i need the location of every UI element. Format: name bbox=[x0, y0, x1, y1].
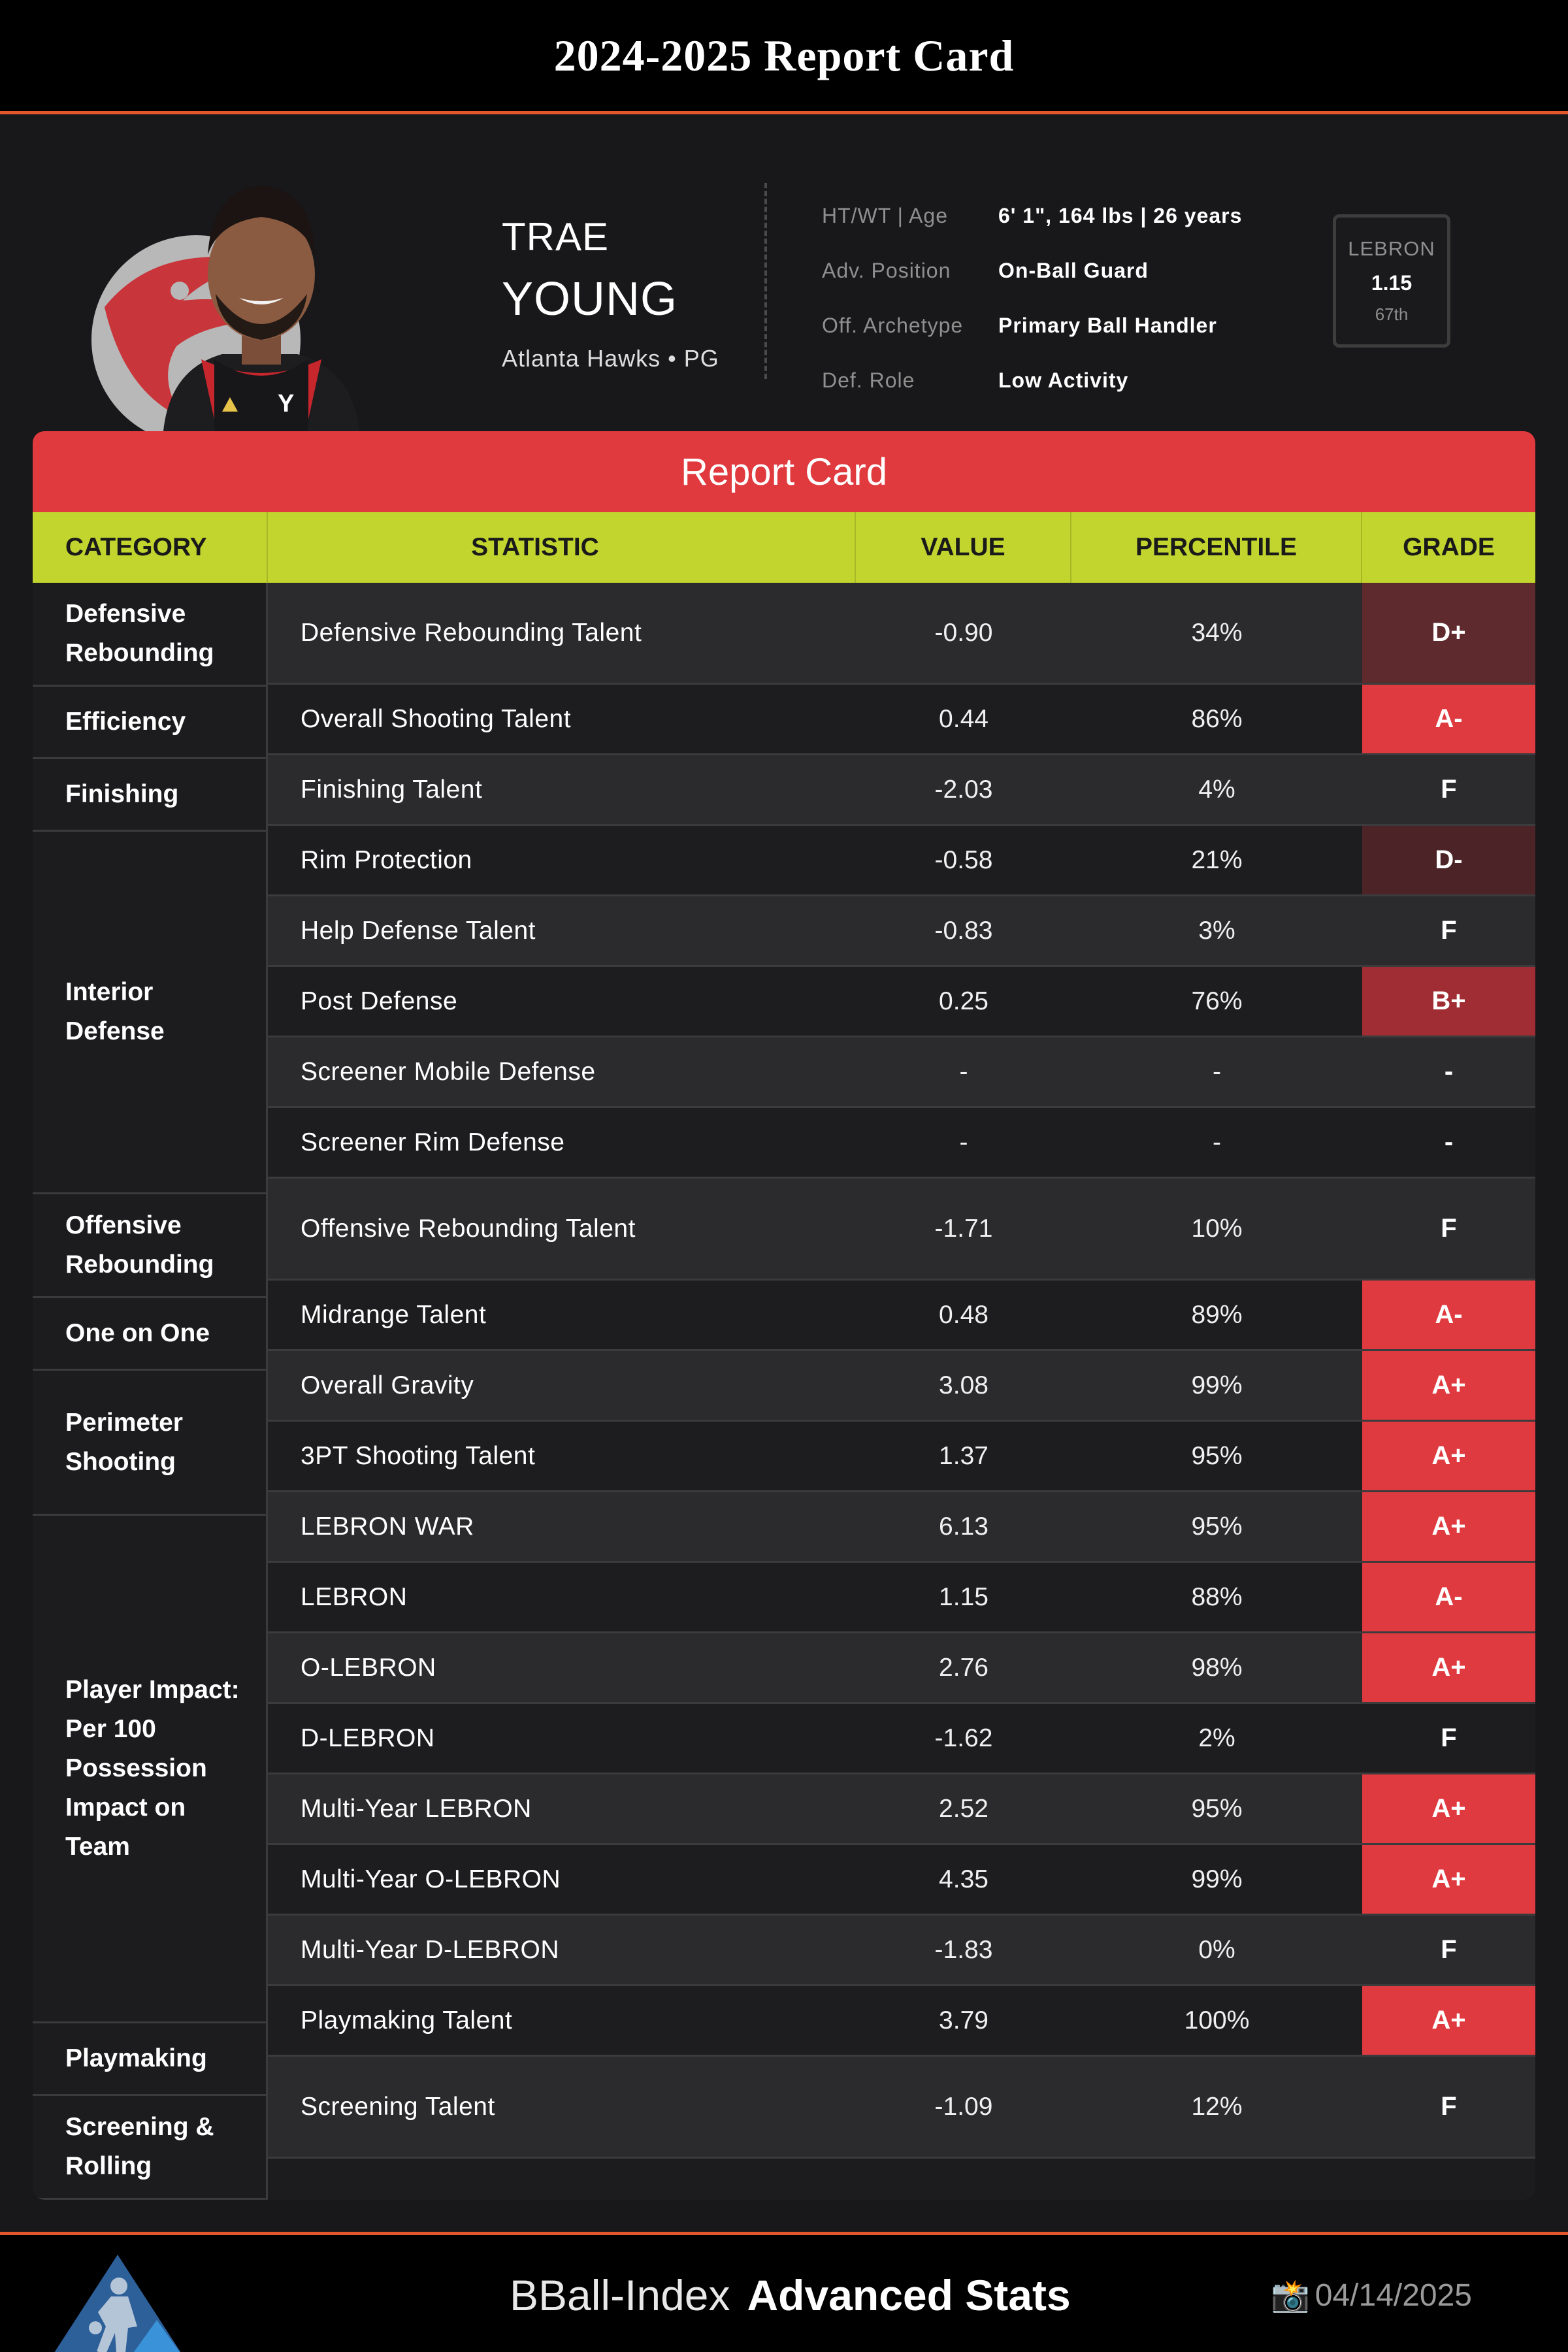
grade-cell: F bbox=[1441, 1935, 1457, 1964]
percentile-cell: 100% bbox=[1184, 2006, 1250, 2034]
grade-cell: D+ bbox=[1362, 583, 1535, 683]
percentile-cell: - bbox=[1213, 1057, 1221, 1086]
statistic-cell: O-LEBRON bbox=[301, 1653, 436, 1682]
percentile-cell: 0% bbox=[1198, 1935, 1235, 1964]
grade-cell: A- bbox=[1362, 1281, 1535, 1349]
bio-row-def-role bbox=[822, 353, 1242, 408]
season-title: 2024-2025 Report Card bbox=[553, 30, 1015, 80]
lebron-rank: 67th bbox=[1375, 304, 1409, 324]
table-row bbox=[268, 1492, 1535, 1563]
table-row bbox=[268, 1563, 1535, 1633]
statistic-cell: Finishing Talent bbox=[301, 775, 483, 804]
grade-cell: A+ bbox=[1362, 1633, 1535, 1702]
table-row bbox=[268, 685, 1535, 755]
table-row bbox=[268, 2057, 1535, 2159]
report-date: 04/14/2025 bbox=[1315, 2278, 1472, 2313]
value-cell: -1.71 bbox=[934, 1214, 993, 1243]
statistic-cell: Offensive Rebounding Talent bbox=[301, 1214, 636, 1243]
table-row bbox=[268, 1845, 1535, 1916]
value-cell: -0.90 bbox=[934, 618, 993, 647]
bio-value: 6' 1", 164 lbs | 26 years bbox=[998, 203, 1243, 227]
grade-cell: - bbox=[1444, 1128, 1454, 1156]
table-row bbox=[268, 755, 1535, 826]
value-cell: 2.52 bbox=[939, 1794, 988, 1823]
percentile-cell: - bbox=[1213, 1128, 1221, 1156]
table-row bbox=[268, 967, 1535, 1037]
grade-cell: A- bbox=[1362, 1563, 1535, 1631]
percentile-cell: 86% bbox=[1191, 704, 1243, 733]
value-cell: -1.09 bbox=[934, 2092, 993, 2121]
bio-label: HT/WT | Age bbox=[822, 203, 948, 227]
svg-text:Y: Y bbox=[278, 390, 295, 417]
statistic-cell: LEBRON WAR bbox=[301, 1512, 474, 1541]
statistic-cell: Help Defense Talent bbox=[301, 916, 536, 945]
table-body bbox=[33, 583, 1535, 2200]
percentile-cell: 89% bbox=[1191, 1300, 1243, 1329]
player-name-block bbox=[502, 206, 719, 372]
header-value: VALUE bbox=[856, 512, 1071, 583]
grade-cell: F bbox=[1441, 2092, 1457, 2121]
lebron-summary-box bbox=[1333, 214, 1450, 348]
value-cell: 1.37 bbox=[939, 1441, 988, 1470]
footer-date bbox=[1271, 2235, 1472, 2352]
percentile-cell: 98% bbox=[1191, 1653, 1243, 1682]
statistic-cell: Post Defense bbox=[301, 987, 458, 1015]
player-team-position: Atlanta Hawks • PG bbox=[502, 345, 719, 372]
percentile-cell: 95% bbox=[1191, 1512, 1243, 1541]
bio-value: Primary Ball Handler bbox=[998, 313, 1217, 337]
bio-label: Off. Archetype bbox=[822, 313, 964, 337]
value-cell: -1.83 bbox=[934, 1935, 993, 1964]
statistic-cell: Overall Gravity bbox=[301, 1371, 474, 1399]
player-last-name: YOUNG bbox=[502, 273, 678, 325]
brand-name: BBall-Index bbox=[510, 2271, 730, 2319]
percentile-cell: 76% bbox=[1191, 987, 1243, 1015]
bio-label: Def. Role bbox=[822, 368, 915, 392]
percentile-cell: 21% bbox=[1191, 845, 1243, 874]
grade-cell: B+ bbox=[1362, 967, 1535, 1036]
grade-cell: A+ bbox=[1362, 1774, 1535, 1843]
value-cell: 2.76 bbox=[939, 1653, 988, 1682]
table-header-row bbox=[33, 512, 1535, 583]
statistic-cell: Playmaking Talent bbox=[301, 2006, 513, 2034]
table-row bbox=[268, 1704, 1535, 1774]
report-card-table bbox=[33, 431, 1535, 2200]
report-card-title: Report Card bbox=[33, 431, 1535, 512]
grade-cell: - bbox=[1444, 1057, 1454, 1086]
header-percentile: PERCENTILE bbox=[1071, 512, 1362, 583]
value-cell: -1.62 bbox=[934, 1723, 993, 1752]
bio-row-off-archetype bbox=[822, 298, 1242, 353]
bball-index-logo-icon bbox=[46, 2255, 189, 2352]
bio-value: On-Ball Guard bbox=[998, 258, 1149, 282]
statistic-cell: Screener Mobile Defense bbox=[301, 1057, 596, 1086]
brand-tagline: Advanced Stats bbox=[747, 2271, 1071, 2319]
grade-cell: A+ bbox=[1362, 1492, 1535, 1561]
percentile-cell: 4% bbox=[1198, 775, 1235, 804]
header-divider bbox=[764, 183, 767, 379]
grade-cell: F bbox=[1441, 916, 1457, 945]
table-row bbox=[268, 1633, 1535, 1704]
grade-cell: D- bbox=[1362, 826, 1535, 894]
grade-cell: A+ bbox=[1362, 1351, 1535, 1420]
category-cell: Interior Defense bbox=[33, 832, 268, 1194]
statistic-cell: D-LEBRON bbox=[301, 1723, 435, 1752]
grade-cell: F bbox=[1441, 1214, 1457, 1243]
bio-row-adv-position bbox=[822, 243, 1242, 298]
statistic-cell: Multi-Year O-LEBRON bbox=[301, 1865, 561, 1893]
percentile-cell: 12% bbox=[1191, 2092, 1243, 2121]
header-grade: GRADE bbox=[1403, 533, 1495, 561]
camera-flash-icon: 📸 bbox=[1271, 2278, 1310, 2313]
value-cell: - bbox=[959, 1057, 968, 1086]
statistic-cell: Rim Protection bbox=[301, 845, 472, 874]
grade-cell: A+ bbox=[1362, 1422, 1535, 1490]
grade-cell: F bbox=[1441, 775, 1457, 804]
table-row bbox=[268, 826, 1535, 896]
statistic-cell: Screening Talent bbox=[301, 2092, 495, 2121]
percentile-cell: 99% bbox=[1191, 1865, 1243, 1893]
lebron-value: 1.15 bbox=[1371, 271, 1413, 295]
top-banner bbox=[0, 0, 1568, 114]
player-first-name: TRAE bbox=[502, 215, 610, 259]
statistic-cell: 3PT Shooting Talent bbox=[301, 1441, 536, 1470]
grade-cell: A+ bbox=[1362, 1845, 1535, 1914]
bio-value: Low Activity bbox=[998, 368, 1129, 392]
statistic-cell: Midrange Talent bbox=[301, 1300, 487, 1329]
value-cell: 3.08 bbox=[939, 1371, 988, 1399]
statistic-cell: Multi-Year D-LEBRON bbox=[301, 1935, 559, 1964]
category-cell: Offensive Rebounding bbox=[33, 1194, 268, 1298]
table-row bbox=[268, 1916, 1535, 1986]
footer-brand bbox=[510, 2235, 1071, 2352]
statistic-cell: LEBRON bbox=[301, 1582, 408, 1611]
category-column bbox=[33, 583, 268, 2200]
table-row bbox=[268, 1351, 1535, 1422]
player-header bbox=[0, 118, 1568, 431]
bio-row-height-weight-age bbox=[822, 188, 1242, 243]
percentile-cell: 3% bbox=[1198, 916, 1235, 945]
value-cell: 0.25 bbox=[939, 987, 988, 1015]
percentile-cell: 95% bbox=[1191, 1441, 1243, 1470]
category-cell: Efficiency bbox=[33, 687, 268, 759]
category-cell: Player Impact: Per 100 Possession Impact on Team bbox=[33, 1516, 268, 2023]
statistic-cell: Defensive Rebounding Talent bbox=[301, 618, 642, 647]
percentile-cell: 10% bbox=[1191, 1214, 1243, 1243]
value-cell: 6.13 bbox=[939, 1512, 988, 1541]
value-cell: -0.58 bbox=[934, 845, 993, 874]
table-row bbox=[268, 896, 1535, 967]
grade-cell: A- bbox=[1362, 685, 1535, 753]
header-category: CATEGORY bbox=[33, 512, 268, 583]
bio-label: Adv. Position bbox=[822, 258, 951, 282]
lebron-label: LEBRON bbox=[1348, 237, 1435, 260]
statistic-rows bbox=[268, 583, 1535, 2200]
percentile-cell: 34% bbox=[1191, 618, 1243, 647]
table-row bbox=[268, 1986, 1535, 2057]
value-cell: - bbox=[959, 1128, 968, 1156]
value-cell: -0.83 bbox=[934, 916, 993, 945]
category-cell: Playmaking bbox=[33, 2023, 268, 2096]
grade-cell: F bbox=[1441, 1723, 1457, 1752]
category-cell: Defensive Rebounding bbox=[33, 583, 268, 687]
percentile-cell: 99% bbox=[1191, 1371, 1243, 1399]
category-cell: Finishing bbox=[33, 759, 268, 832]
table-row bbox=[268, 1108, 1535, 1179]
value-cell: 3.79 bbox=[939, 2006, 988, 2034]
percentile-cell: 2% bbox=[1198, 1723, 1235, 1752]
category-cell: Screening & Rolling bbox=[33, 2096, 268, 2200]
statistic-cell: Overall Shooting Talent bbox=[301, 704, 572, 733]
header-statistic: STATISTIC bbox=[268, 512, 856, 583]
grade-cell: A+ bbox=[1362, 1986, 1535, 2055]
value-cell: 0.48 bbox=[939, 1300, 988, 1329]
table-row bbox=[268, 1422, 1535, 1492]
statistic-cell: Multi-Year LEBRON bbox=[301, 1794, 532, 1823]
table-row bbox=[268, 1281, 1535, 1351]
value-cell: 0.44 bbox=[939, 704, 988, 733]
player-bio bbox=[822, 188, 1242, 408]
value-cell: -2.03 bbox=[934, 775, 993, 804]
footer bbox=[0, 2232, 1568, 2352]
category-cell: One on One bbox=[33, 1298, 268, 1371]
statistic-cell: Screener Rim Defense bbox=[301, 1128, 565, 1156]
table-row bbox=[268, 1179, 1535, 1281]
table-row bbox=[268, 1037, 1535, 1108]
table-row bbox=[268, 1774, 1535, 1845]
category-cell: Perimeter Shooting bbox=[33, 1371, 268, 1516]
value-cell: 1.15 bbox=[939, 1582, 988, 1611]
table-row bbox=[268, 583, 1535, 685]
value-cell: 4.35 bbox=[939, 1865, 988, 1893]
percentile-cell: 95% bbox=[1191, 1794, 1243, 1823]
player-photo bbox=[46, 144, 464, 431]
percentile-cell: 88% bbox=[1191, 1582, 1243, 1611]
